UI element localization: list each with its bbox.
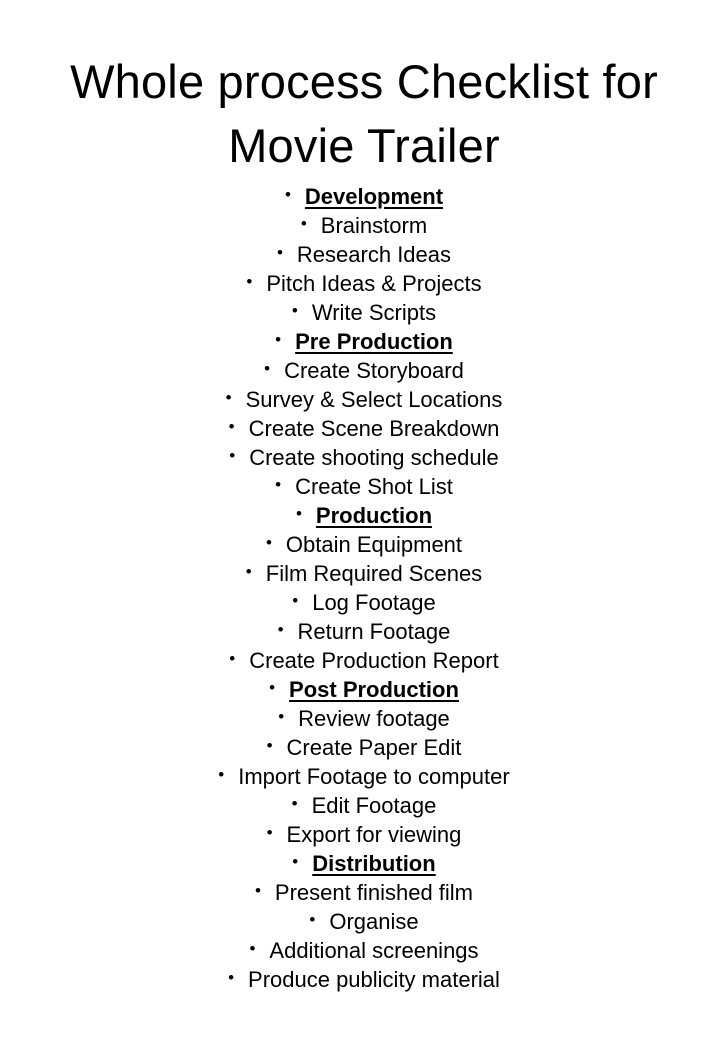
list-item-label: Edit Footage <box>311 793 437 818</box>
list-item <box>0 209 728 238</box>
list-item-label: Create Storyboard <box>284 358 464 383</box>
checklist <box>0 180 728 992</box>
bullet-icon: • <box>218 765 225 784</box>
section-heading <box>0 673 728 702</box>
list-item-label: Create Shot List <box>295 474 453 499</box>
list-item-label: Create shooting schedule <box>249 445 499 470</box>
list-item-label: Return Footage <box>297 619 451 644</box>
list-item-label: Write Scripts <box>311 300 437 325</box>
section-heading-label: Distribution <box>312 851 436 876</box>
bullet-icon: • <box>309 910 316 929</box>
list-item <box>0 963 728 992</box>
list-item <box>0 383 728 412</box>
bullet-icon: • <box>229 649 236 668</box>
section-heading-label: Development <box>304 184 444 209</box>
bullet-icon: • <box>225 388 232 407</box>
list-item <box>0 760 728 789</box>
list-item-label: Export for viewing <box>286 822 462 847</box>
list-item-label: Organise <box>329 909 419 934</box>
bullet-icon: • <box>264 359 271 378</box>
list-item <box>0 412 728 441</box>
bullet-icon: • <box>292 591 299 610</box>
list-item <box>0 441 728 470</box>
bullet-icon: • <box>276 243 283 262</box>
list-item-label: Create Scene Breakdown <box>248 416 500 441</box>
list-item-label: Research Ideas <box>296 242 452 267</box>
list-item <box>0 586 728 615</box>
bullet-icon: • <box>265 533 272 552</box>
bullet-icon: • <box>246 272 253 291</box>
list-item <box>0 354 728 383</box>
section-heading <box>0 180 728 209</box>
bullet-icon: • <box>295 504 302 523</box>
bullet-icon: • <box>266 823 273 842</box>
list-item <box>0 528 728 557</box>
list-item <box>0 905 728 934</box>
section-heading <box>0 847 728 876</box>
list-item <box>0 557 728 586</box>
bullet-icon: • <box>291 301 298 320</box>
list-item <box>0 238 728 267</box>
list-item <box>0 644 728 673</box>
list-item-label: Film Required Scenes <box>265 561 483 586</box>
list-item <box>0 789 728 818</box>
list-item <box>0 296 728 325</box>
bullet-icon: • <box>249 939 256 958</box>
bullet-icon: • <box>275 475 282 494</box>
list-item-label: Survey & Select Locations <box>245 387 503 412</box>
list-item <box>0 470 728 499</box>
bullet-icon: • <box>245 562 252 581</box>
list-item <box>0 876 728 905</box>
section-heading-label: Pre Production <box>295 329 453 354</box>
bullet-icon: • <box>229 446 236 465</box>
list-item <box>0 615 728 644</box>
title-line-2: Movie Trailer <box>228 119 500 172</box>
list-item <box>0 934 728 963</box>
list-item <box>0 731 728 760</box>
bullet-icon: • <box>266 736 273 755</box>
bullet-icon: • <box>275 330 282 349</box>
list-item-label: Review footage <box>298 706 450 731</box>
bullet-icon: • <box>228 968 235 987</box>
list-item-label: Pitch Ideas & Projects <box>266 271 482 296</box>
bullet-icon: • <box>277 620 284 639</box>
section-heading <box>0 325 728 354</box>
list-item-label: Log Footage <box>312 590 436 615</box>
bullet-icon: • <box>292 852 299 871</box>
page-title <box>0 50 728 178</box>
title-line-1: Whole process Checklist for <box>70 55 658 108</box>
list-item <box>0 702 728 731</box>
list-item-label: Present finished film <box>274 880 474 905</box>
bullet-icon: • <box>254 881 261 900</box>
list-item-label: Produce publicity material <box>248 967 500 992</box>
section-heading-label: Production <box>315 503 433 528</box>
section-heading <box>0 499 728 528</box>
list-item-label: Obtain Equipment <box>285 532 463 557</box>
bullet-icon: • <box>278 707 285 726</box>
bullet-icon: • <box>300 214 307 233</box>
bullet-icon: • <box>284 185 291 204</box>
list-item-label: Brainstorm <box>320 213 428 238</box>
list-item <box>0 267 728 296</box>
bullet-icon: • <box>291 794 298 813</box>
list-item-label: Create Production Report <box>249 648 499 673</box>
list-item-label: Create Paper Edit <box>286 735 462 760</box>
list-item <box>0 818 728 847</box>
section-heading-label: Post Production <box>289 677 459 702</box>
bullet-icon: • <box>228 417 235 436</box>
bullet-icon: • <box>269 678 276 697</box>
list-item-label: Import Footage to computer <box>238 764 510 789</box>
list-item-label: Additional screenings <box>269 938 479 963</box>
